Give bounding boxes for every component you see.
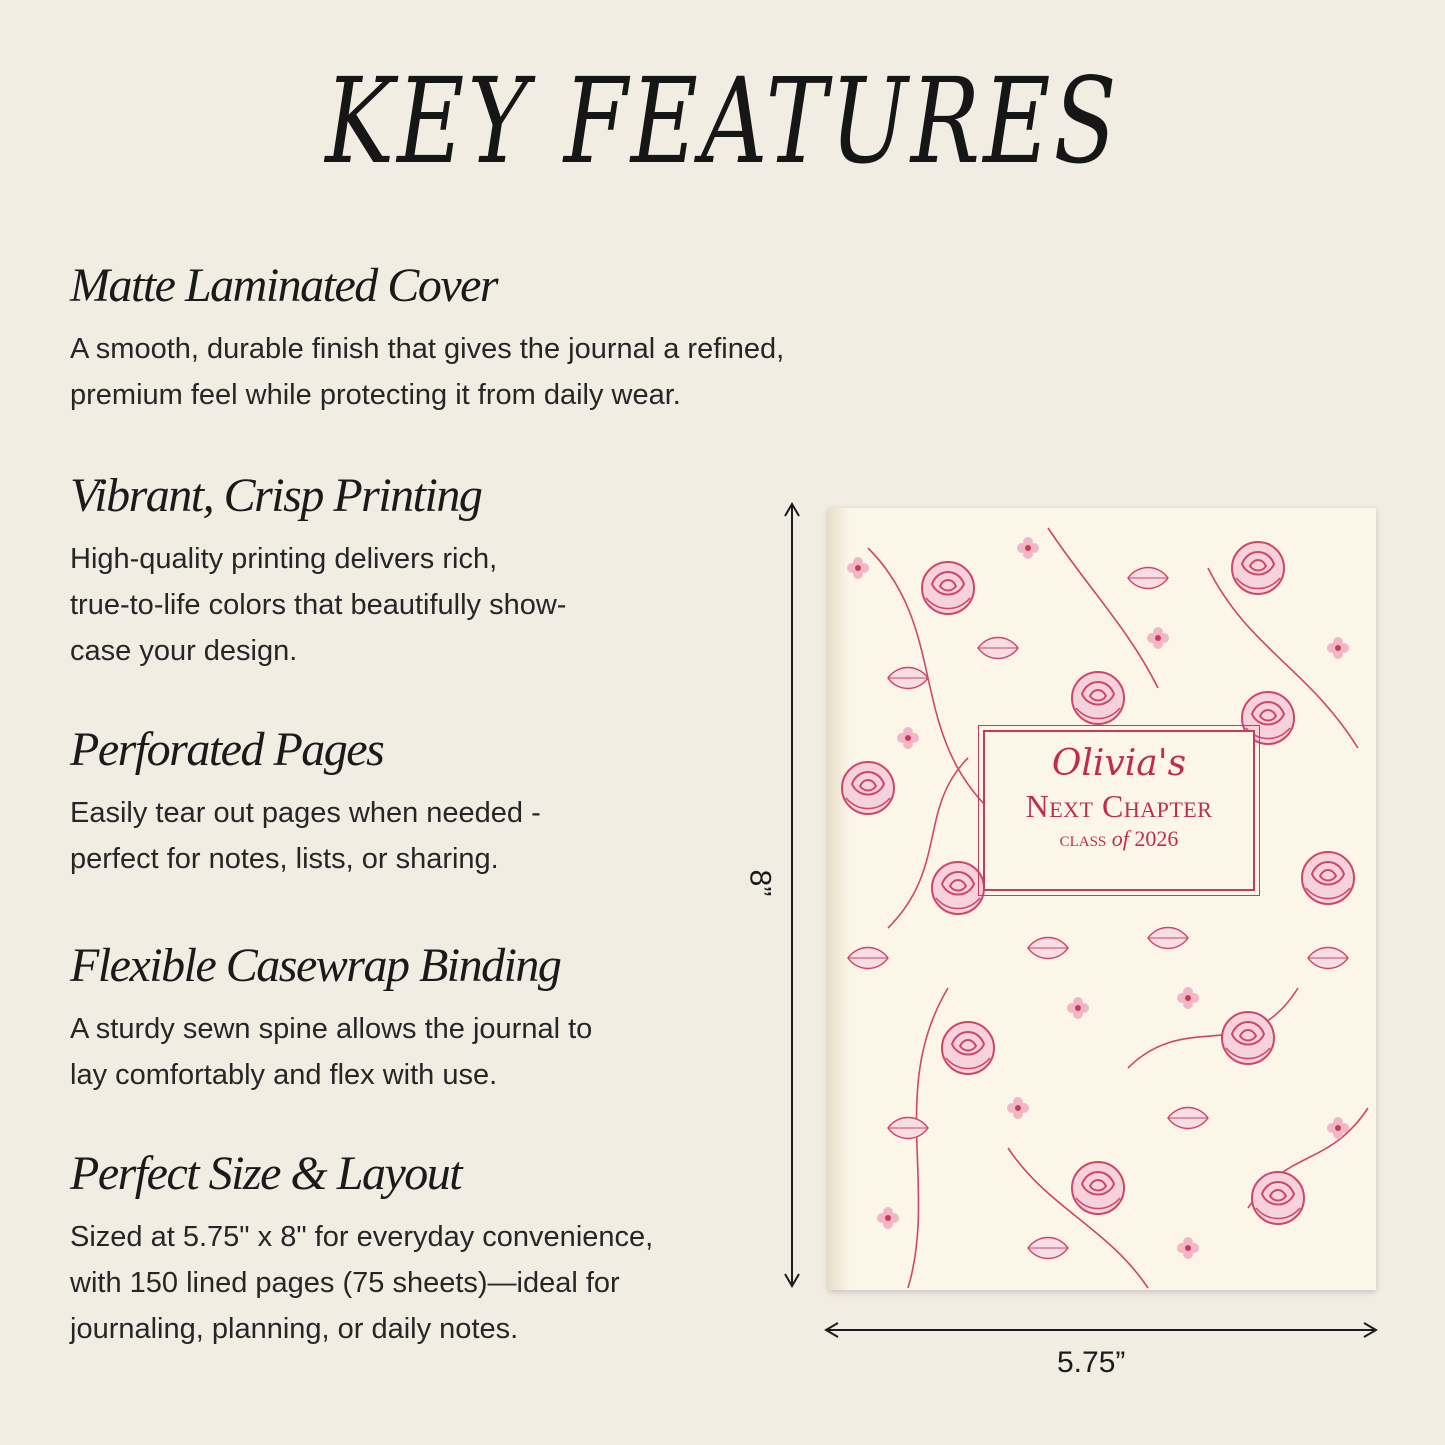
cover-label: [983, 730, 1255, 891]
feature-title: Flexible Casewrap Binding: [70, 939, 561, 992]
width-label: 5.75”: [1057, 1346, 1126, 1379]
feature-description: A sturdy sewn spine allows the journal to lay comfortably and flex with use.: [70, 1013, 593, 1091]
page-title: KEY FEATURES: [325, 52, 1120, 190]
feature-size-layout: [70, 1147, 790, 1352]
feature-description: High-quality printing delivers rich, true-to-life colors that beautifully show- case your design.: [70, 543, 567, 667]
feature-title: Matte Laminated Cover: [70, 259, 498, 312]
cover-class-of: of: [1111, 826, 1129, 851]
cover-class-prefix: class: [1059, 826, 1107, 851]
cover-year: 2026: [1134, 826, 1179, 851]
floral-pattern: [828, 508, 1376, 1290]
height-dimension-arrow: [780, 500, 804, 1290]
feature-description: Sized at 5.75" x 8" for everyday convenience, with 150 lined pages (75 sheets)—ideal for journaling, planning, or daily notes.: [70, 1221, 654, 1345]
cover-chapter: Next Chapter: [1025, 788, 1213, 824]
cover-name: Olivia's: [1051, 743, 1187, 784]
feature-title: Perfect Size & Layout: [70, 1147, 462, 1200]
feature-printing: [70, 469, 790, 674]
feature-title: Perforated Pages: [70, 723, 384, 776]
feature-description: A smooth, durable finish that gives the journal a refined, premium feel while protecting it from daily wear.: [70, 333, 785, 411]
journal-cover: [828, 508, 1376, 1290]
feature-description: Easily tear out pages when needed - perfect for notes, lists, or sharing.: [70, 797, 541, 875]
feature-matte-cover: [70, 259, 790, 418]
feature-binding: [70, 939, 790, 1098]
feature-title: Vibrant, Crisp Printing: [70, 469, 482, 522]
cover-class-line: [985, 828, 1253, 850]
height-label: 8”: [743, 869, 777, 897]
feature-perforated: [70, 723, 790, 882]
width-dimension-arrow: [822, 1318, 1380, 1342]
